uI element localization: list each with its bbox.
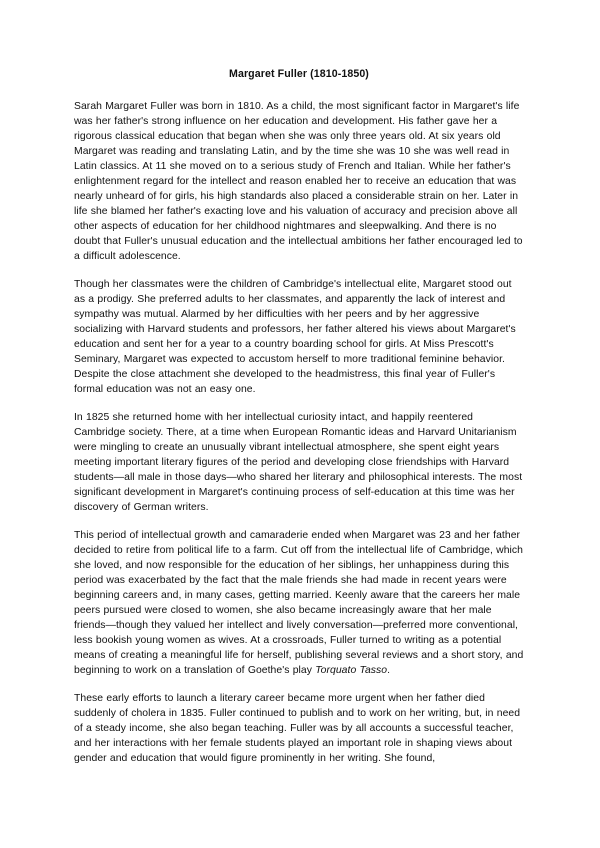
book-title-italic: Torquato Tasso bbox=[315, 665, 388, 676]
paragraph-farm-period bbox=[74, 528, 524, 678]
page-title: Margaret Fuller (1810-1850) bbox=[229, 68, 369, 80]
paragraph-classmates: Though her classmates were the children of Cambridge's intellectual elite, Margaret stood out as a prodigy. She preferred adults to her classmates, and apparently the lack of interest and sympathy was mutual. Alarmed by her difficulties with her peers and by her aggressive socializing with Harvard students and professors, her father altered his views about Margaret's education and sent her for a year to a country boarding school for girls. At Miss Prescott's Seminary, Margaret was expected to accustom herself to more traditional feminine behavior. Despite the close attachment she developed to the headmistress, this final year of Fuller's formal education was not an easy one. bbox=[74, 279, 516, 395]
paragraph-childhood: Sarah Margaret Fuller was born in 1810. As a child, the most significant factor in Margaret's life was her father's strong influence on her education and development. His father gave her a rigorous classical education that began when she was only three years old. At six years old Margaret was reading and translating Latin, and by the time she was 10 she was well read in Latin classics. At 11 she moved on to a serious study of French and Italian. While her father's enlightenment regard for the intellect and reason enabled her to receive an education that was nearly unheard of for girls, his high standards also placed a considerable strain on her. Later in life she blamed her father's exacting love and his valuation of accuracy and precision above all other aspects of education for her childhood nightmares and sleepwalking. And there is no doubt that Fuller's unusual education and the intellectual ambitions her father encouraged led to a difficult adolescence. bbox=[74, 101, 523, 262]
paragraph-literary-career: These early efforts to launch a literary career became more urgent when her father died suddenly of cholera in 1835. Fuller continued to publish and to work on her writing, but, in need of a steady income, she also began teaching. Fuller was by all accounts a successful teacher, and her interactions with her female students played an important role in shaping views about gender and education that would figure prominently in her writing. She found, bbox=[74, 693, 521, 764]
paragraph-text: This period of intellectual growth and camaraderie ended when Margaret was 23 and her father decided to retire from political life to a farm. Cut off from the intellectual life of Cambridge, which she loved, and now responsible for the education of her siblings, her unhappiness during this period was exacerbated by the fact that the male friends she had made in recent years were beginning careers and, in many cases, getting married. Keenly aware that the careers her male peers pursued were closed to women, she also became increasingly aware that her male friends—though they valued her intellect and lively conversation—preferred more conventional, less bookish young women as wives. At a crossroads, Fuller turned to writing as a potential means of creating a meaningful life for herself, publishing several reviews and a short story, and beginning to work on a translation of Goethe's play bbox=[74, 530, 524, 676]
paragraph-text-end: . bbox=[387, 665, 391, 676]
paragraph-cambridge-society: In 1825 she returned home with her intellectual curiosity intact, and happily reentered Cambridge society. There, at a time when European Romantic ideas and Harvard Unitarianism were mingling to create an unusually vibrant intellectual atmosphere, she spent eight years meeting important literary figures of the period and developing close friendships with Harvard students—all male in those days—who shared her literary and philosophical interests. The most significant development in Margaret's continuing process of self-education at this time was her discovery of German writers. bbox=[74, 412, 523, 513]
